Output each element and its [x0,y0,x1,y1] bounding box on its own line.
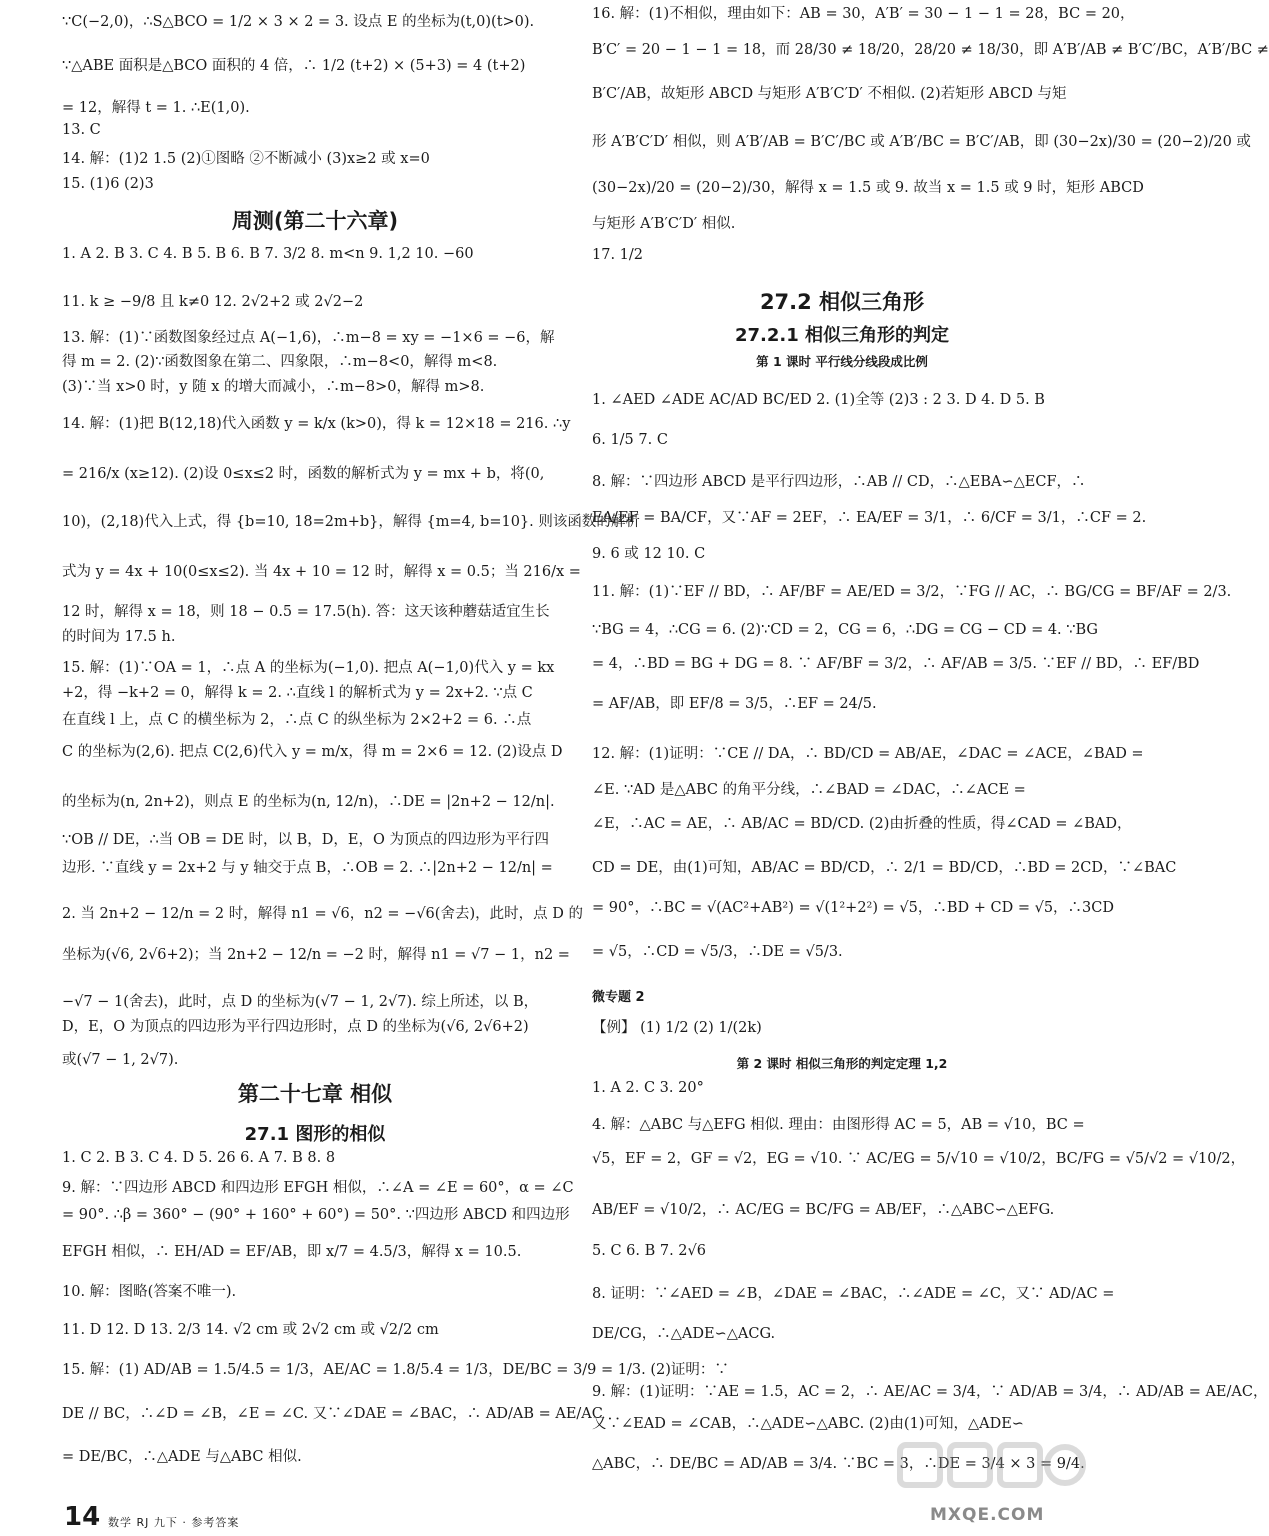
left-column-line: DE // BC，∴∠D = ∠B，∠E = ∠C. 又∵∠DAE = ∠BAC，∴ AD/AB = AE/AC [62,1406,603,1422]
right-column-line: 第 1 课时 平行线分线段成比例 [756,354,928,369]
left-column-line: 周测(第二十六章) [231,209,399,233]
right-column-line: 第 2 课时 相似三角形的判定定理 1,2 [736,1056,948,1071]
right-column-line: 27.2 相似三角形 [759,290,925,314]
left-column-line: C 的坐标为(2,6). 把点 C(2,6)代入 y = m/x，得 m = 2×6 = 12. (2)设点 D [62,744,563,760]
right-column-line: CD = DE，由(1)可知，AB/AC = BD/CD，∴ 2/1 = BD/CD，∴BD = 2CD，∵∠BAC [592,860,1177,876]
right-column-line: 16. 解：(1)不相似，理由如下：AB = 30，A′B′ = 30 − 1 − 1 = 28，BC = 20， [592,6,1135,22]
right-column-line: 【例】 (1) 1/2 (2) 1/(2k) [592,1020,762,1036]
left-column-line: 27.1 图形的相似 [244,1124,386,1145]
right-column-line: AB/EF = √10/2，∴ AC/EG = BC/FG = AB/EF，∴△ABC∽△EFG. [592,1202,1055,1218]
left-column-line: 10)，(2,18)代入上式，得 {b=10, 18=2m+b}，解得 {m=4, b=10}. 则该函数的解析 [62,514,640,530]
page-number: 14 [64,1502,101,1532]
left-column-line: EFGH 相似，∴ EH/AD = EF/AB，即 x/7 = 4.5/3，解得 x = 10.5. [62,1244,522,1260]
right-column-line: 27.2.1 相似三角形的判定 [734,325,950,346]
watermark-text: MXQE.COM [930,1505,1045,1525]
left-column-line: 12 时，解得 x = 18，则 18 − 0.5 = 17.5(h). 答：这天该种蘑菇适宜生长 [62,604,550,620]
left-column-line: 14. 解：(1)把 B(12,18)代入函数 y = k/x (k>0)，得 k = 12×18 = 216. ∴y [62,416,571,432]
left-column-line: 式为 y = 4x + 10(0≤x≤2). 当 4x + 10 = 12 时，解得 x = 0.5；当 216/x = [62,564,581,580]
left-column-line: = 216/x (x≥12). (2)设 0≤x≤2 时，函数的解析式为 y = mx + b，将(0, [62,466,545,482]
left-column-line: 的时间为 17.5 h. [62,629,176,645]
left-column-line: ∵C(−2,0)，∴S△BCO = 1/2 × 3 × 2 = 3. 设点 E 的坐标为(t,0)(t>0). [62,14,535,30]
right-column-line: 8. 证明：∵∠AED = ∠B，∠DAE = ∠BAC，∴∠ADE = ∠C，又∵ AD/AC = [592,1286,1115,1302]
right-column-line: 1. A 2. C 3. 20° [592,1080,704,1096]
left-column-line: 15. 解：(1) AD/AB = 1.5/4.5 = 1/3，AE/AC = 1.8/5.4 = 1/3，DE/BC = 3/9 = 1/3. (2)证明：∵ [62,1362,729,1378]
left-column-line: (3)∵当 x>0 时，y 随 x 的增大而减小，∴m−8>0，解得 m>8. [62,379,485,395]
left-column-line: −√7 − 1(舍去)，此时，点 D 的坐标为(√7 − 1, 2√7). 综上所述，以 B， [62,994,539,1010]
right-column-line: = AF/AB，即 EF/8 = 3/5，∴EF = 24/5. [592,696,877,712]
left-column-line: 得 m = 2. (2)∵函数图象在第二、四象限，∴m−8<0，解得 m<8. [62,354,498,370]
right-column-line: = 4，∴BD = BG + DG = 8. ∵ AF/BF = 3/2，∴ AF/AB = 3/5. ∵EF // BD，∴ EF/BD [592,656,1200,672]
right-column-line: DE/CG，∴△ADE∽△ACG. [592,1326,776,1342]
left-column-line: 1. C 2. B 3. C 4. D 5. 26 6. A 7. B 8. 8 [62,1150,336,1166]
right-column-line: √5，EF = 2，GF = √2，EG = √10. ∵ AC/EG = 5/√10 = √10/2，BC/FG = √5/√2 = √10/2， [592,1151,1246,1167]
right-column-line: 形 A′B′C′D′ 相似，则 A′B′/AB = B′C′/BC 或 A′B′/BC = B′C′/AB，即 (30−2x)/30 = (20−2)/20 或 [592,134,1251,150]
left-column-line: D，E，O 为顶点的四边形为平行四边形时，点 D 的坐标为(√6, 2√6+2) [62,1019,529,1035]
running-footer: 数学 RJ 九下 · 参考答案 [108,1516,240,1529]
left-column-line: 第二十七章 相似 [237,1082,393,1106]
right-column-line: (30−2x)/20 = (20−2)/30，解得 x = 1.5 或 9. 故当 x = 1.5 或 9 时，矩形 ABCD [592,180,1144,196]
left-column-line: 的坐标为(n, 2n+2)，则点 E 的坐标为(n, 12/n)，∴DE = |2n+2 − 12/n|. [62,794,555,810]
right-column-line: = √5，∴CD = √5/3，∴DE = √5/3. [592,944,843,960]
right-column-line: EA/EF = BA/CF，又∵AF = 2EF，∴ EA/EF = 3/1，∴ 6/CF = 3/1，∴CF = 2. [592,510,1147,526]
left-column-line: ∵△ABE 面积是△BCO 面积的 4 倍，∴ 1/2 (t+2) × (5+3) = 4 (t+2) [62,58,526,74]
right-column-line: 4. 解：△ABC 与△EFG 相似. 理由：由图形得 AC = 5，AB = √10，BC = [592,1117,1085,1133]
right-column-line: B′C′ = 20 − 1 − 1 = 18，而 28/30 ≠ 18/20，28/20 ≠ 18/30，即 A′B′/AB ≠ B′C′/BC，A′B′/BC ≠ [592,42,1269,58]
left-column-line: 10. 解：图略(答案不唯一). [62,1284,237,1300]
right-column-line: 8. 解：∵四边形 ABCD 是平行四边形，∴AB // CD，∴△EBA∽△ECF，∴ [592,474,1086,490]
right-column-line: 1. ∠AED ∠ADE AC/AD BC/ED 2. (1)全等 (2)3 : 2 3. D 4. D 5. B [592,392,1045,408]
right-column-line: 9. 解：(1)证明：∵AE = 1.5，AC = 2，∴ AE/AC = 3/4，∵ AD/AB = 3/4，∴ AD/AB = AE/AC， [592,1384,1268,1400]
left-column-line: 1. A 2. B 3. C 4. B 5. B 6. B 7. 3/2 8. m<n 9. 1,2 10. −60 [62,246,474,262]
right-column-line: B′C′/AB，故矩形 ABCD 与矩形 A′B′C′D′ 不相似. (2)若矩形 ABCD 与矩 [592,86,1067,102]
left-column-line: 边形. ∵直线 y = 2x+2 与 y 轴交于点 B，∴OB = 2. ∴|2n+2 − 12/n| = [62,860,553,876]
left-column-line: 11. k ≥ −9/8 且 k≠0 12. 2√2+2 或 2√2−2 [62,294,364,310]
left-column-line: +2，得 −k+2 = 0，解得 k = 2. ∴直线 l 的解析式为 y = 2x+2. ∵点 C [62,685,533,701]
right-column-line: ∵BG = 4，∴CG = 6. (2)∵CD = 2，CG = 6，∴DG = CG − CD = 4. ∵BG [592,622,1098,638]
right-column-line: 11. 解：(1)∵EF // BD，∴ AF/BF = AE/ED = 3/2，∵FG // AC，∴ BG/CG = BF/AF = 2/3. [592,584,1232,600]
left-column-line: 或(√7 − 1, 2√7). [62,1052,179,1068]
left-column-line: 在直线 l 上，点 C 的横坐标为 2，∴点 C 的纵坐标为 2×2+2 = 6. ∴点 [62,712,532,728]
left-column-line: = 12，解得 t = 1. ∴E(1,0). [62,100,250,116]
right-column-line: ∠E. ∵AD 是△ABC 的角平分线，∴∠BAD = ∠DAC，∴∠ACE = [592,782,1026,798]
left-column-line: 13. C [62,122,101,138]
left-column-line: 15. 解：(1)∵OA = 1，∴点 A 的坐标为(−1,0). 把点 A(−1,0)代入 y = kx [62,660,555,676]
right-column-line: ∠E，∴AC = AE，∴ AB/AC = BD/CD. (2)由折叠的性质，得∠CAD = ∠BAD， [592,816,1132,832]
right-column-line: 又∵∠EAD = ∠CAB，∴△ADE∽△ABC. (2)由(1)可知，△ADE∽ [592,1416,1024,1432]
right-column-line: 5. C 6. B 7. 2√6 [592,1243,706,1259]
left-column-line: 2. 当 2n+2 − 12/n = 2 时，解得 n1 = √6，n2 = −√6(舍去)，此时，点 D 的 [62,906,583,922]
left-column-line: 14. 解：(1)2 1.5 (2)①图略 ②不断减小 (3)x≥2 或 x=0 [62,151,430,167]
left-column-line: 15. (1)6 (2)3 [62,176,154,192]
right-column-line: 与矩形 A′B′C′D′ 相似. [592,216,736,232]
left-column-line: = 90°. ∴β = 360° − (90° + 160° + 60°) = 50°. ∵四边形 ABCD 和四边形 [62,1207,570,1223]
left-column-line: 11. D 12. D 13. 2/3 14. √2 cm 或 2√2 cm 或 √2/2 cm [62,1322,439,1338]
right-column-line: = 90°，∴BC = √(AC²+AB²) = √(1²+2²) = √5，∴BD + CD = √5，∴3CD [592,900,1114,916]
right-column-line: △ABC，∴ DE/BC = AD/AB = 3/4. ∵BC = 3，∴DE = 3/4 × 3 = 9/4. [592,1456,1085,1472]
right-column-line: 9. 6 或 12 10. C [592,546,706,562]
left-column-line: 13. 解：(1)∵函数图象经过点 A(−1,6)，∴m−8 = xy = −1×6 = −6，解 [62,330,555,346]
right-column-line: 6. 1/5 7. C [592,432,668,448]
left-column-line: = DE/BC，∴△ADE 与△ABC 相似. [62,1449,302,1465]
left-column-line: ∵OB // DE，∴当 OB = DE 时，以 B，D，E，O 为顶点的四边形为平行四 [62,832,550,848]
left-column-line: 坐标为(√6, 2√6+2)；当 2n+2 − 12/n = −2 时，解得 n1 = √7 − 1，n2 = [62,947,570,963]
left-column-line: 9. 解：∵四边形 ABCD 和四边形 EFGH 相似，∴∠A = ∠E = 60°，α = ∠C [62,1180,574,1196]
right-column-line: 17. 1/2 [592,247,644,263]
right-column-line: 12. 解：(1)证明：∵CE // DA，∴ BD/CD = AB/AE，∠DAC = ∠ACE，∠BAD = [592,746,1144,762]
right-column-line: 微专题 2 [592,990,645,1005]
